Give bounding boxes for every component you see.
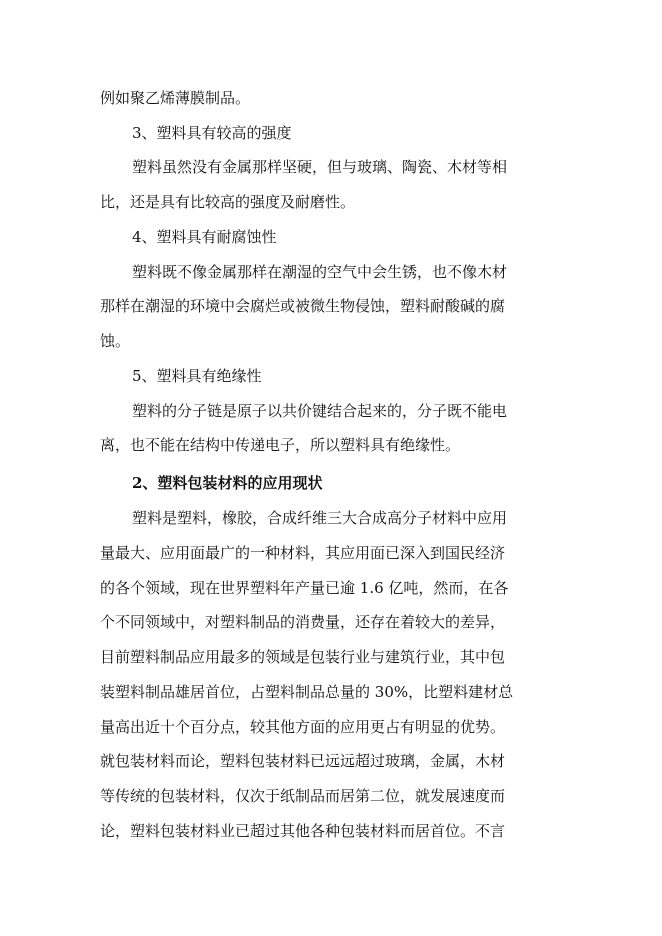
body-text-line: 比，还是具有比较高的强度及耐磨性。	[100, 193, 356, 211]
body-text-line: 量最大、应用面最广的一种材料，其应用面已深入到国民经济	[100, 544, 506, 562]
body-text-line: 塑料的分子链是原子以共价键结合起来的，分子既不能电	[132, 402, 508, 420]
body-text-line: 就包装材料而论，塑料包装材料已远远超过玻璃，金属，木材	[100, 752, 506, 770]
section-heading: 2、塑料包装材料的应用现状	[132, 474, 323, 492]
body-text-line: 量高出近十个百分点，较其他方面的应用更占有明显的优势。	[100, 718, 506, 736]
body-text-line: 论，塑料包装材料业已超过其他各种包装材料而居首位。不言	[100, 822, 506, 840]
body-text-line: 离，也不能在结构中传递电子，所以塑料具有绝缘性。	[100, 436, 461, 454]
body-text-line: 塑料既不像金属那样在潮湿的空气中会生锈，也不像木材	[132, 263, 508, 281]
body-text-line: 塑料是塑料，橡胶，合成纤维三大合成高分子材料中应用	[132, 509, 508, 527]
body-text-line: 塑料虽然没有金属那样坚硬，但与玻璃、陶瓷、木材等相	[132, 158, 508, 176]
body-text-line: 那样在潮湿的环境中会腐烂或被微生物侵蚀，塑料耐酸碱的腐	[100, 297, 506, 315]
body-text-line: 个不同领域中，对塑料制品的消费量，还存在着较大的差异，	[100, 613, 506, 631]
body-text-line: 蚀。	[100, 332, 131, 350]
body-text-line: 例如聚乙烯薄膜制品。	[100, 89, 251, 107]
subheading-corrosion: 4、塑料具有耐腐蚀性	[132, 228, 277, 246]
body-text-line: 的各个领域，现在世界塑料年产量已逾 1.6 亿吨，然而，在各	[100, 579, 509, 597]
subheading-strength: 3、塑料具有较高的强度	[132, 124, 292, 142]
subheading-insulation: 5、塑料具有绝缘性	[132, 367, 262, 385]
body-text-line: 等传统的包装材料，仅次于纸制品而居第二位，就发展速度而	[100, 787, 506, 805]
body-text-line: 目前塑料制品应用最多的领域是包装行业与建筑行业，其中包	[100, 648, 506, 666]
body-text-line: 装塑料制品雄居首位，占塑料制品总量的 30%，比塑料建材总	[100, 683, 514, 701]
